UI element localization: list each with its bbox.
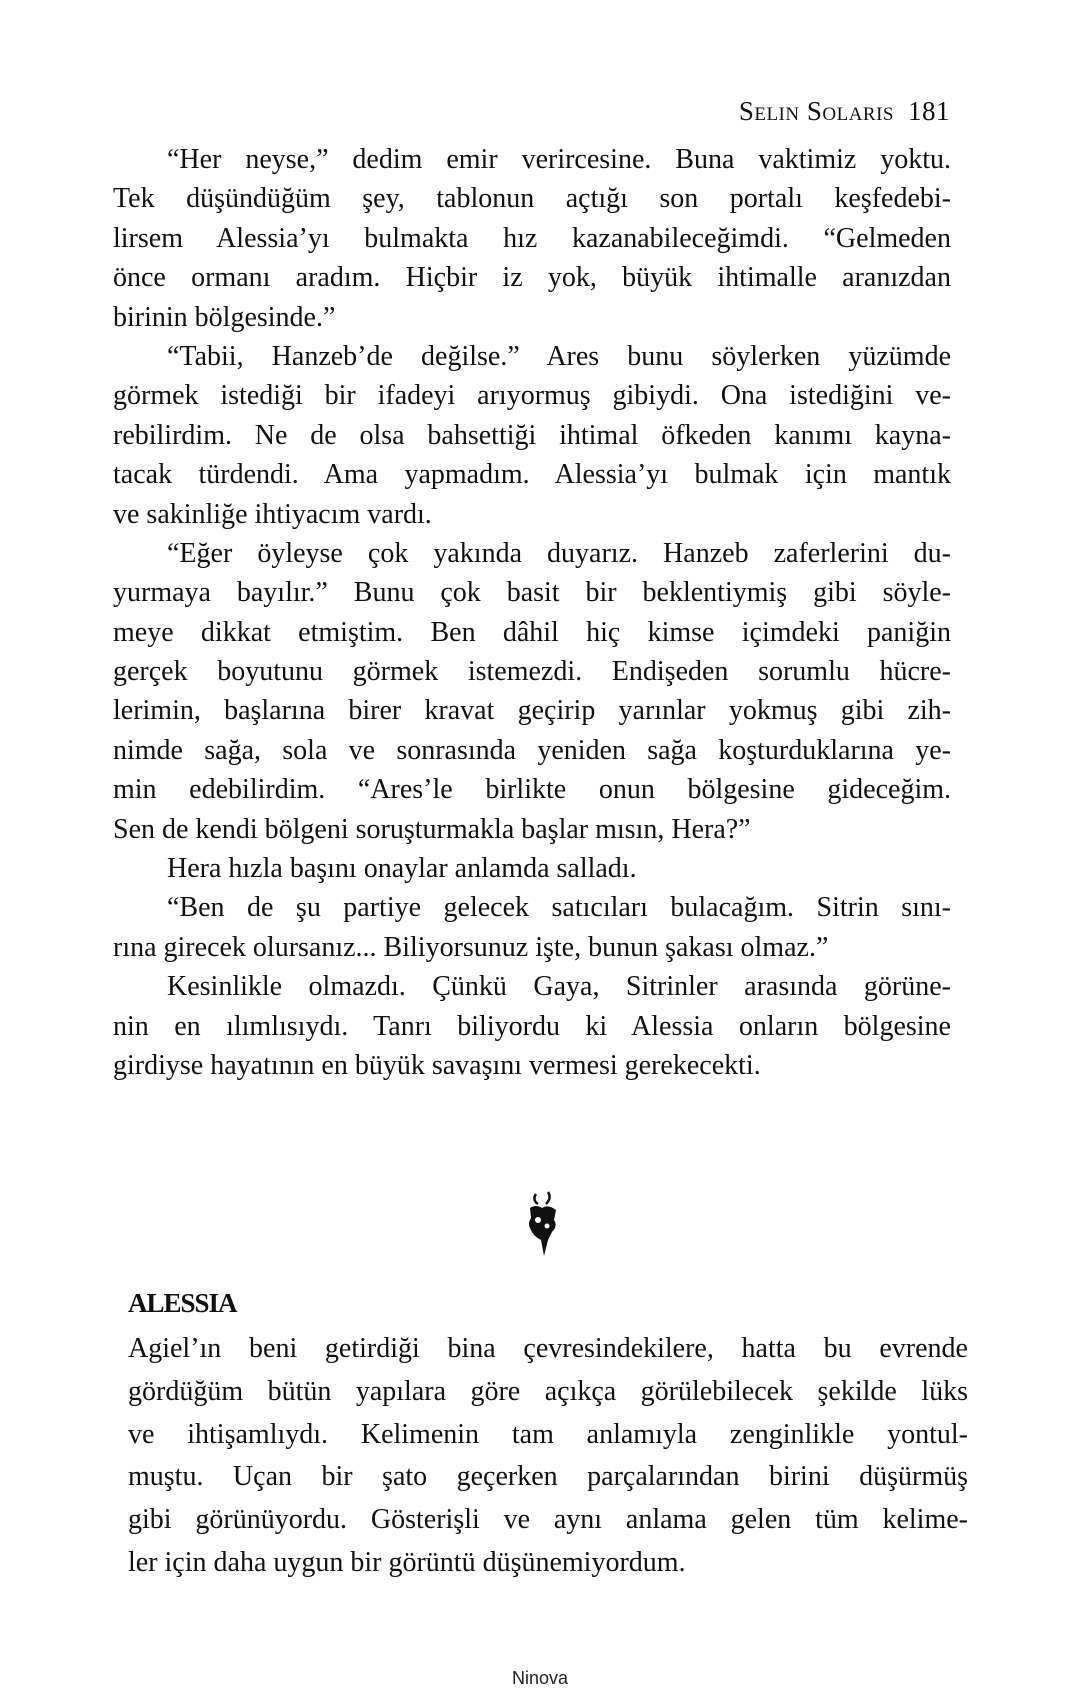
text-line: görmek istediği bir ifadeyi arıyormuş gibiydi. Ona istediğini ve-	[113, 380, 951, 412]
text-line: nimde sağa, sola ve sonrasında yeniden sağa koşturduklarına ye-	[113, 734, 951, 766]
text-line: Tek düşündüğüm şey, tablonun açtığı son portalı keşfedebi-	[113, 183, 951, 215]
body-text-section-1	[113, 140, 951, 1085]
text-line: “Ben de şu partiye gelecek satıcıları bulacağım. Sitrin sını-	[167, 892, 951, 924]
paragraph	[128, 1328, 968, 1585]
text-line: gördüğüm bütün yapılara göre açıkça görülebilecek şekilde lüks	[128, 1375, 968, 1407]
text-line: muştu. Uçan bir şato geçerken parçalarından birini düşürmüş	[128, 1461, 968, 1493]
author-name: Selin Solaris	[738, 96, 894, 126]
publisher-footer: Ninova	[511, 1668, 569, 1688]
text-line: girdiyse hayatının en büyük savaşını vermesi gerekecekti.	[113, 1049, 761, 1081]
paragraph	[113, 534, 951, 849]
text-line: rına girecek olursanız... Biliyorsunuz işte, bunun şakası olmaz.”	[113, 931, 829, 963]
paragraph	[113, 967, 951, 1085]
text-line: lerimin, başlarına birer kravat geçirip yarınlar yokmuş gibi zih-	[113, 695, 951, 727]
text-line: Kesinlikle olmazdı. Çünkü Gaya, Sitrinler arasında görüne-	[167, 971, 951, 1003]
text-line: rebilirdim. Ne de olsa bahsettiği ihtimal öfkeden kanımı kayna-	[113, 419, 951, 451]
text-line: Hera hızla başını onaylar anlamda salladı.	[167, 853, 637, 885]
paragraph	[113, 337, 951, 534]
paragraph	[113, 888, 951, 967]
ornament-icon	[522, 1190, 562, 1260]
text-line: gibi görünüyordu. Gösterişli ve aynı anlama gelen tüm kelime-	[128, 1504, 968, 1536]
text-line: ve sakinliğe ihtiyacım vardı.	[113, 498, 432, 530]
paragraph	[113, 849, 951, 888]
text-line: “Her neyse,” dedim emir verircesine. Buna vaktimiz yoktu.	[167, 144, 951, 175]
text-line: ler için daha uygun bir görüntü düşünemiyordum.	[128, 1546, 686, 1578]
text-line: önce ormanı aradım. Hiçbir iz yok, büyük ihtimalle aranızdan	[113, 262, 951, 294]
text-line: gerçek boyutunu görmek istemezdi. Endişeden sorumlu hücre-	[113, 656, 951, 688]
page-number: 181	[908, 96, 950, 126]
body-text-section-2	[128, 1328, 968, 1585]
text-line: ve ihtişamlıydı. Kelimenin tam anlamıyla zenginlikle yontul-	[128, 1418, 968, 1450]
text-line: nin en ılımlısıydı. Tanrı biliyordu ki Alessia onların bölgesine	[113, 1010, 951, 1042]
text-line: Sen de kendi bölgeni soruşturmakla başlar mısın, Hera?”	[113, 813, 751, 845]
text-line: meye dikkat etmiştim. Ben dâhil hiç kimse içimdeki paniğin	[113, 616, 951, 648]
text-line: tacak türdendi. Ama yapmadım. Alessia’yı bulmak için mantık	[113, 459, 951, 491]
text-line: “Eğer öyleyse çok yakında duyarız. Hanzeb zaferlerini du-	[167, 537, 951, 569]
text-line: min edebilirdim. “Ares’le birlikte onun bölgesine gideceğim.	[113, 774, 951, 806]
text-line: lirsem Alessia’yı bulmakta hız kazanabileceğimdi. “Gelmeden	[113, 222, 951, 254]
text-line: “Tabii, Hanzeb’de değilse.” Ares bunu söylerken yüzümde	[167, 340, 951, 372]
text-line: Agiel’ın beni getirdiği bina çevresindekilere, hatta bu evrende	[128, 1333, 968, 1364]
running-header	[739, 96, 950, 127]
text-line: birinin bölgesinde.”	[113, 301, 336, 333]
section-heading: ALESSIA	[128, 1288, 237, 1318]
paragraph	[113, 140, 951, 337]
text-line: yurmaya bayılır.” Bunu çok basit bir beklentiymiş gibi söyle-	[113, 577, 951, 609]
